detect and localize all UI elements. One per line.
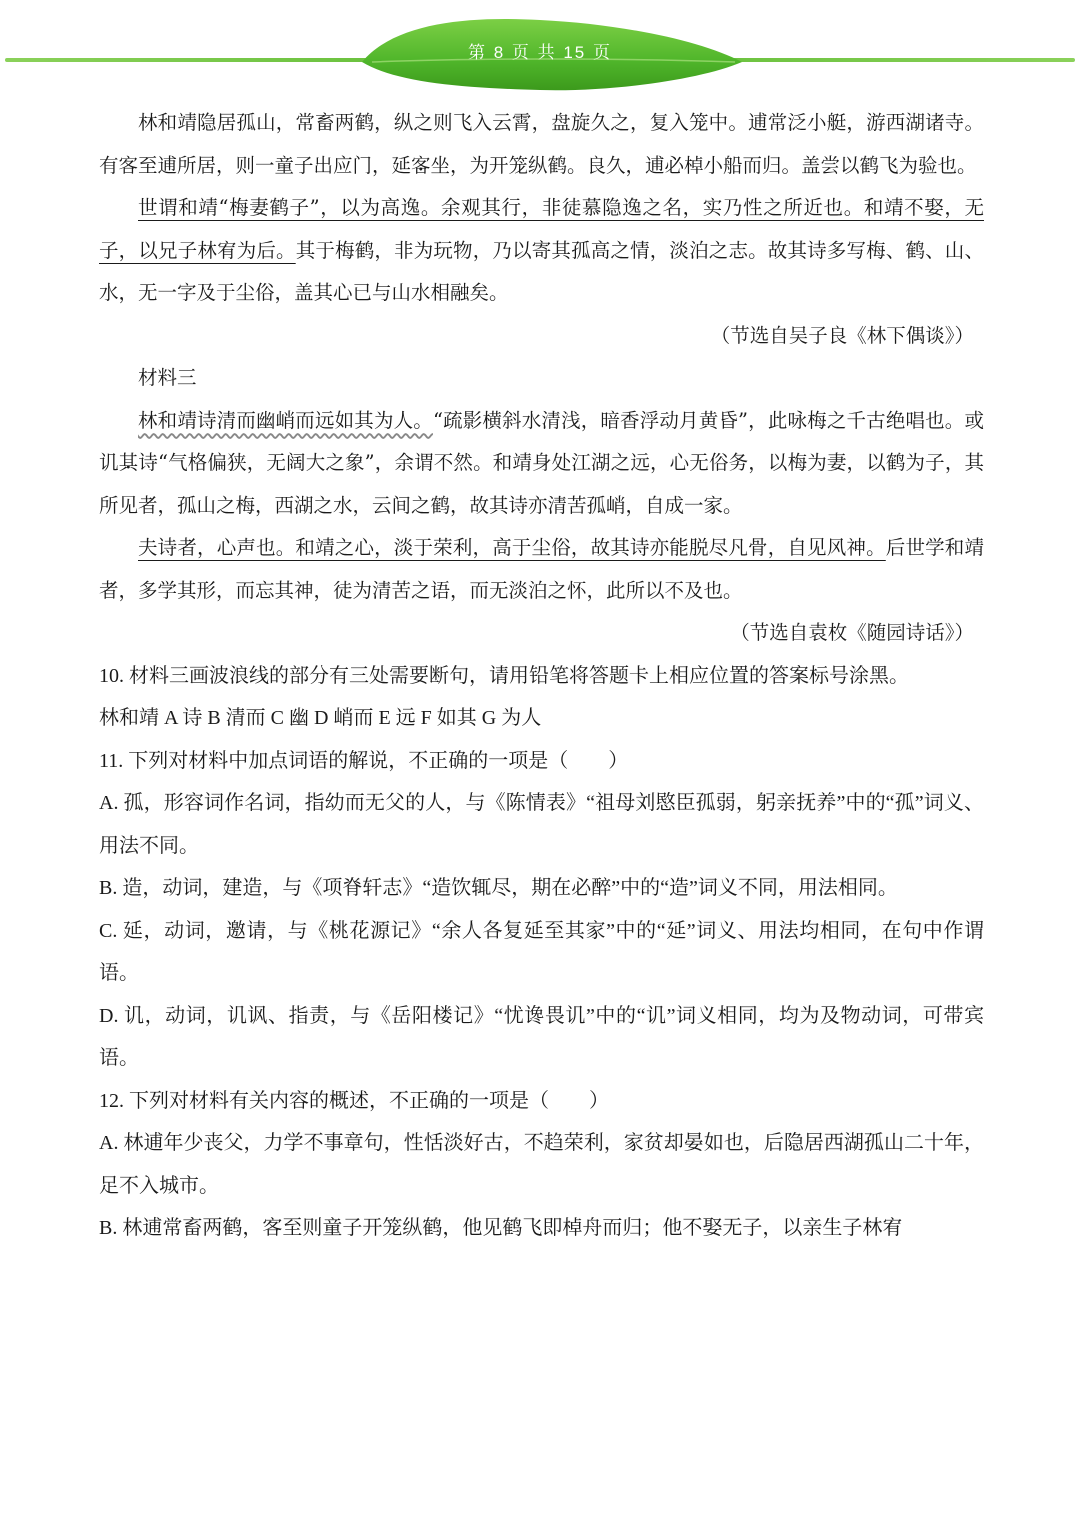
document-body [99,102,984,1250]
underlined-sentence: 世谓和靖“梅妻鹤子”，以为高逸。余观其行，非徒慕隐逸之名，实乃性之所近也。和靖不娶，无子，以兄子林宥为后。 [99,196,984,262]
question-11-option-b: B. 造，动词，建造，与《项脊轩志》“造饮辄尽，期在必醉”中的“造”词义不同，用法相同。 [99,877,898,899]
wavy-underlined-sentence: 林和靖诗清而幽峭而远如其为人。 [138,408,433,432]
question-12-option-a: A. 林逋年少丧父，力学不事章句，性恬淡好古，不趋荣利，家贫却晏如也，后隐居西湖孤山二十年，足不入城市。 [99,1132,984,1197]
question-11-stem: 11. 下列对材料中加点词语的解说，不正确的一项是（ ） [99,749,629,772]
page-number: 第 8 页 共 15 页 [468,43,612,62]
material3-title: 材料三 [138,366,197,389]
question-11-option-a: A. 孤，形容词作名词，指幼而无父的人，与《陈情表》“祖母刘愍臣孤弱，躬亲抚养”中的“孤”词义、用法不同。 [99,792,984,857]
text-run: 其于梅鹤，非为玩物，乃以寄其孤高之情，淡泊之志。故其诗多写梅、鹤、山、水，无一字及于尘俗，盖其心已与山水相融矣。 [99,238,984,304]
underlined-sentence: 夫诗者，心声也。和靖之心，淡于荣利，高于尘俗，故其诗亦能脱尽凡骨，自见风神。 [138,536,886,559]
question-11-option-d: D. 讥，动词，讥讽、指责，与《岳阳楼记》“忧谗畏讥”中的“讥”词义相同，均为及物动词，可带宾语。 [99,1004,984,1069]
question-12-option-b: B. 林逋常畜两鹤，客至则童子开笼纵鹤，他见鹤飞即棹舟而归；他不娶无子，以亲生子林宥 [99,1217,903,1239]
material2-paragraph-2 [99,187,984,315]
material3-paragraph-1 [99,400,984,528]
question-12-stem: 12. 下列对材料有关内容的概述，不正确的一项是（ ） [99,1089,609,1112]
text-run: “疏影横斜水清浅，暗香浮动月黄昏”，此咏梅之千古绝唱也。或 [432,408,984,432]
page-header [0,0,1080,100]
question-10-stem: 10. 材料三画波浪线的部分有三处需要断句，请用铅笔将答题卡上相应位置的答案标号涂黑。 [99,664,909,687]
dotted-word: 延 [391,153,412,177]
material3-paragraph-2 [99,527,984,612]
material2-source: （节选自吴子良《林下偶谈》） [710,323,974,347]
dotted-word: 讥 [99,451,119,474]
material2-paragraph-1 [99,102,984,187]
text-run: 其诗“气格偏狭，无阔大之象”，余谓不然。和靖身处江湖之远，心无俗务，以梅为妻，以鹤为子，其所见者，孤山之梅，西湖之水，云间之鹤，故其诗亦清苦孤峭，自成一家。 [99,451,984,517]
text-run: 林和靖隐居孤山，常畜两鹤，纵之则飞入云霄，盘旋久之，复入笼中。逋常泛小艇，游西湖诸寺。有客至逋所居，则一童子出应门， [99,111,984,177]
material3-source: （节选自袁枚《随园诗话》） [730,621,974,644]
text-run: 后世学和靖者，多学其形，而忘其神，徒为清苦之语，而无淡泊之怀，此所以不及也。 [99,536,984,602]
text-run: 客坐，为开笼纵鹤。良久，逋必棹小船而归。盖尝以鹤飞为验也。 [411,153,977,177]
question-10-sentence: 林和靖 A 诗 B 清而 C 幽 D 峭而 E 远 F 如其 G 为人 [99,707,542,729]
question-11-option-c: C. 延，动词，邀请，与《桃花源记》“余人各复延至其家”中的“延”词义、用法均相同，在句中作谓语。 [99,919,984,984]
